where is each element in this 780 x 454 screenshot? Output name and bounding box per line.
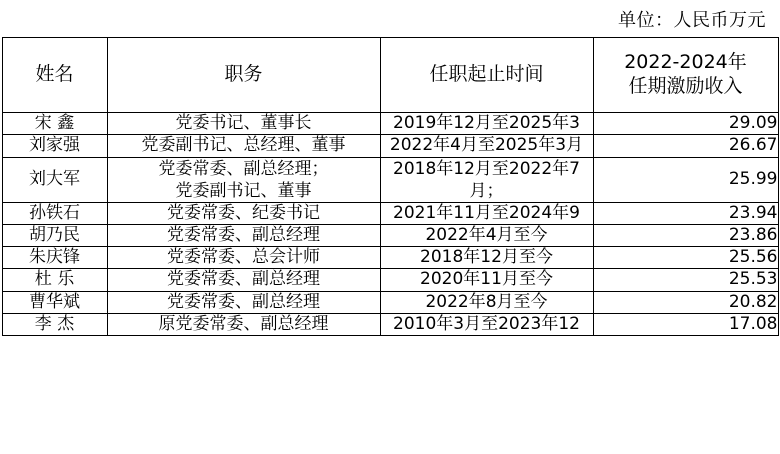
cell-income: 23.86 xyxy=(593,224,778,246)
cell-income: 29.09 xyxy=(593,113,778,135)
cell-name: 刘家强 xyxy=(2,135,107,157)
table-row xyxy=(2,157,778,202)
cell-post-line2: 党委副书记、董事 xyxy=(175,180,312,201)
header-cell-income xyxy=(593,38,778,113)
cell-period-line2: 月； xyxy=(469,180,504,201)
cell-post: 党委常委、总会计师 xyxy=(107,247,380,269)
cell-post: 党委常委、纪委书记 xyxy=(107,202,380,224)
cell-period-line1: 2018年12月至2022年7 xyxy=(393,158,580,179)
table-row xyxy=(2,313,778,335)
cell-name: 杜 乐 xyxy=(2,269,107,291)
table-row xyxy=(2,224,778,246)
cell-income: 17.08 xyxy=(593,313,778,335)
cell-income: 23.94 xyxy=(593,202,778,224)
table-row xyxy=(2,202,778,224)
cell-income: 25.56 xyxy=(593,247,778,269)
table-row xyxy=(2,269,778,291)
cell-name: 孙铁石 xyxy=(2,202,107,224)
cell-name: 朱庆锋 xyxy=(2,247,107,269)
cell-period: 2022年4月至2025年3月 xyxy=(380,135,593,157)
header-cell-post: 职务 xyxy=(107,38,380,113)
cell-income: 26.67 xyxy=(593,135,778,157)
cell-name: 刘大军 xyxy=(2,157,107,202)
cell-post xyxy=(107,157,380,202)
cell-income: 20.82 xyxy=(593,291,778,313)
cell-income: 25.99 xyxy=(593,157,778,202)
table-header xyxy=(2,38,778,113)
unit-note: 单位：人民币万元 xyxy=(618,10,766,31)
cell-period: 2021年11月至2024年9 xyxy=(380,202,593,224)
table-row xyxy=(2,291,778,313)
cell-period: 2022年8月至今 xyxy=(380,291,593,313)
table-body xyxy=(2,113,778,336)
compensation-table xyxy=(2,37,779,336)
table-row xyxy=(2,113,778,135)
cell-period: 2020年11月至今 xyxy=(380,269,593,291)
cell-name: 李 杰 xyxy=(2,313,107,335)
cell-period xyxy=(380,157,593,202)
cell-period: 2019年12月至2025年3 xyxy=(380,113,593,135)
cell-period: 2022年4月至今 xyxy=(380,224,593,246)
cell-name: 胡乃民 xyxy=(2,224,107,246)
cell-post: 原党委常委、副总经理 xyxy=(107,313,380,335)
header-cell-period: 任职起止时间 xyxy=(380,38,593,113)
table-row xyxy=(2,247,778,269)
header-income-line2: 任期激励收入 xyxy=(628,75,743,97)
cell-post: 党委副书记、总经理、董事 xyxy=(107,135,380,157)
cell-period: 2018年12月至今 xyxy=(380,247,593,269)
cell-name: 曹华斌 xyxy=(2,291,107,313)
cell-post: 党委常委、副总经理 xyxy=(107,291,380,313)
cell-post: 党委常委、副总经理 xyxy=(107,269,380,291)
cell-name: 宋 鑫 xyxy=(2,113,107,135)
header-row xyxy=(2,38,778,113)
header-cell-name: 姓名 xyxy=(2,38,107,113)
cell-income: 25.53 xyxy=(593,269,778,291)
cell-post: 党委常委、副总经理 xyxy=(107,224,380,246)
table-row xyxy=(2,135,778,157)
cell-period: 2010年3月至2023年12 xyxy=(380,313,593,335)
cell-post-line1: 党委常委、副总经理； xyxy=(158,158,329,179)
cell-post: 党委书记、董事长 xyxy=(107,113,380,135)
header-income-line1: 2022-2024年 xyxy=(624,51,747,74)
